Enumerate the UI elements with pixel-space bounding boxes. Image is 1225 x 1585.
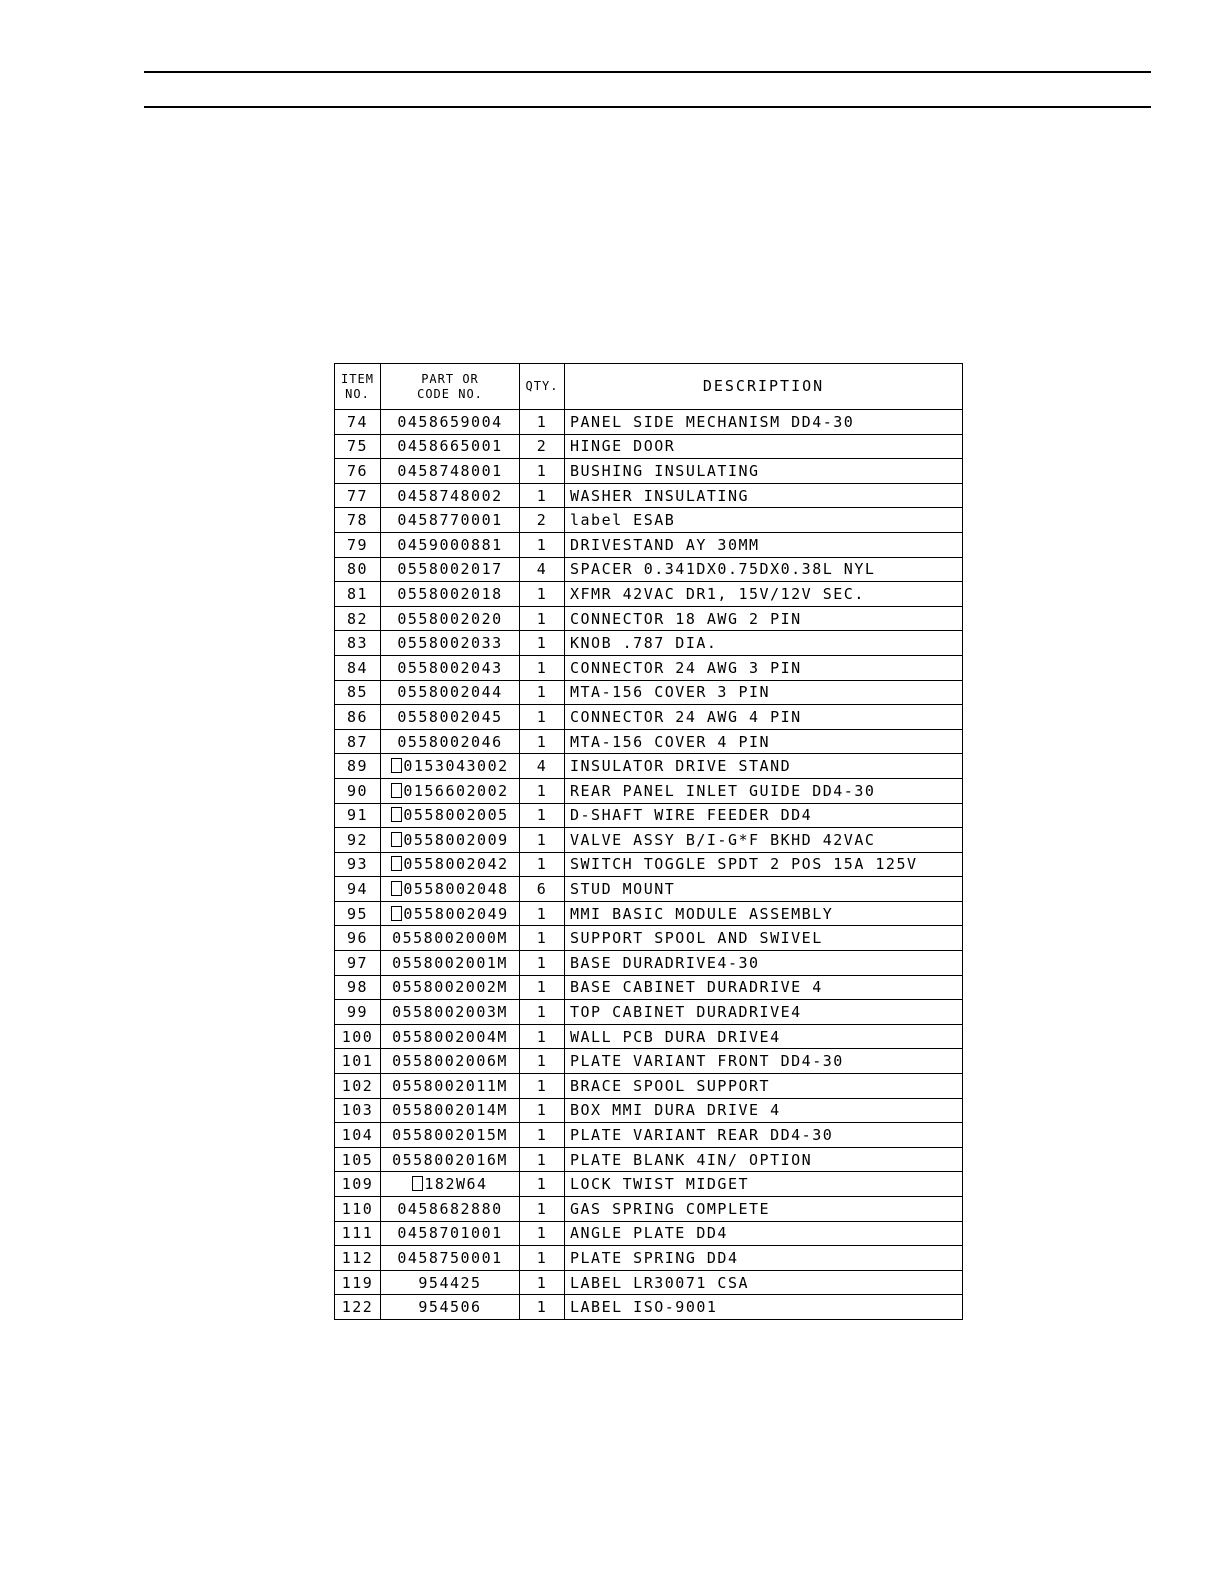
item-number: 78 xyxy=(335,508,381,533)
quantity: 1 xyxy=(520,1098,565,1123)
quantity: 1 xyxy=(520,1295,565,1320)
quantity: 1 xyxy=(520,410,565,435)
part-number: 954506 xyxy=(418,1298,482,1317)
quantity: 1 xyxy=(520,532,565,557)
part-number: 0558002001M xyxy=(392,953,508,972)
quantity: 1 xyxy=(520,951,565,976)
description: GAS SPRING COMPLETE xyxy=(565,1197,963,1222)
quantity: 1 xyxy=(520,975,565,1000)
table-row xyxy=(335,877,963,902)
part-number: 0458701001 xyxy=(397,1224,503,1243)
quantity: 1 xyxy=(520,828,565,853)
part-number-cell xyxy=(381,1270,520,1295)
description: label ESAB xyxy=(565,508,963,533)
part-number: 0558002002M xyxy=(392,978,508,997)
part-number: 0458665001 xyxy=(397,437,503,456)
description: PLATE BLANK 4IN/ OPTION xyxy=(565,1147,963,1172)
table-row xyxy=(335,778,963,803)
table-row xyxy=(335,1295,963,1320)
item-number: 100 xyxy=(335,1024,381,1049)
part-number: 0558002005 xyxy=(403,806,509,825)
part-number: 0459000881 xyxy=(397,535,503,554)
quantity: 1 xyxy=(520,901,565,926)
table-row xyxy=(335,434,963,459)
header-qty: QTY. xyxy=(520,364,565,410)
part-number: 0558002016M xyxy=(392,1150,508,1169)
table-row xyxy=(335,1270,963,1295)
table-row xyxy=(335,803,963,828)
description: CONNECTOR 24 AWG 4 PIN xyxy=(565,705,963,730)
part-number-cell xyxy=(381,410,520,435)
quantity: 1 xyxy=(520,1024,565,1049)
table-header-row xyxy=(335,364,963,410)
part-number-cell xyxy=(381,1024,520,1049)
part-number-cell xyxy=(381,1221,520,1246)
table-row xyxy=(335,705,963,730)
part-number: 0558002044 xyxy=(397,683,503,702)
description: INSULATOR DRIVE STAND xyxy=(565,754,963,779)
table-row xyxy=(335,606,963,631)
part-number-cell xyxy=(381,606,520,631)
item-number: 86 xyxy=(335,705,381,730)
quantity: 1 xyxy=(520,926,565,951)
part-number: 0156602002 xyxy=(403,781,509,800)
quantity: 1 xyxy=(520,582,565,607)
description: STUD MOUNT xyxy=(565,877,963,902)
part-number-cell xyxy=(381,582,520,607)
part-number-cell xyxy=(381,951,520,976)
part-number-cell xyxy=(381,508,520,533)
table-row xyxy=(335,1197,963,1222)
description: LABEL ISO-9001 xyxy=(565,1295,963,1320)
table-row xyxy=(335,532,963,557)
part-number-cell xyxy=(381,1049,520,1074)
part-number-cell xyxy=(381,434,520,459)
box-marker-icon xyxy=(391,881,402,896)
box-marker-icon xyxy=(391,906,402,921)
description: PLATE SPRING DD4 xyxy=(565,1246,963,1271)
description: XFMR 42VAC DR1, 15V/12V SEC. xyxy=(565,582,963,607)
part-number-cell xyxy=(381,557,520,582)
item-number: 90 xyxy=(335,778,381,803)
part-number-cell xyxy=(381,778,520,803)
item-number: 96 xyxy=(335,926,381,951)
item-number: 105 xyxy=(335,1147,381,1172)
description: LOCK TWIST MIDGET xyxy=(565,1172,963,1197)
item-number: 94 xyxy=(335,877,381,902)
item-number: 112 xyxy=(335,1246,381,1271)
item-number: 104 xyxy=(335,1123,381,1148)
part-number: 0558002004M xyxy=(392,1027,508,1046)
quantity: 1 xyxy=(520,1221,565,1246)
part-number: 0558002015M xyxy=(392,1126,508,1145)
item-number: 87 xyxy=(335,729,381,754)
top-rule xyxy=(144,71,1151,73)
header-description: DESCRIPTION xyxy=(565,364,963,410)
header-item-no: ITEM NO. xyxy=(335,364,381,410)
description: MMI BASIC MODULE ASSEMBLY xyxy=(565,901,963,926)
description: WALL PCB DURA DRIVE4 xyxy=(565,1024,963,1049)
item-number: 79 xyxy=(335,532,381,557)
quantity: 1 xyxy=(520,1000,565,1025)
table-row xyxy=(335,951,963,976)
description: PANEL SIDE MECHANISM DD4-30 xyxy=(565,410,963,435)
table-row xyxy=(335,1074,963,1099)
table-row xyxy=(335,1024,963,1049)
part-number-cell xyxy=(381,1074,520,1099)
header-rule xyxy=(144,106,1151,108)
part-number-cell xyxy=(381,1172,520,1197)
box-marker-icon xyxy=(391,783,402,798)
part-number-cell xyxy=(381,631,520,656)
description: KNOB .787 DIA. xyxy=(565,631,963,656)
description: BRACE SPOOL SUPPORT xyxy=(565,1074,963,1099)
quantity: 1 xyxy=(520,606,565,631)
description: CONNECTOR 24 AWG 3 PIN xyxy=(565,655,963,680)
part-number-cell xyxy=(381,1147,520,1172)
quantity: 1 xyxy=(520,729,565,754)
item-number: 119 xyxy=(335,1270,381,1295)
box-marker-icon xyxy=(391,832,402,847)
table-row xyxy=(335,1147,963,1172)
item-number: 102 xyxy=(335,1074,381,1099)
part-number: 0558002045 xyxy=(397,707,503,726)
description: SPACER 0.341DX0.75DX0.38L NYL xyxy=(565,557,963,582)
table-row xyxy=(335,582,963,607)
description: SWITCH TOGGLE SPDT 2 POS 15A 125V xyxy=(565,852,963,877)
part-number-cell xyxy=(381,852,520,877)
part-number: 0558002020 xyxy=(397,609,503,628)
table-row xyxy=(335,754,963,779)
quantity: 2 xyxy=(520,434,565,459)
part-number: 0558002003M xyxy=(392,1003,508,1022)
description: PLATE VARIANT FRONT DD4-30 xyxy=(565,1049,963,1074)
item-number: 97 xyxy=(335,951,381,976)
description: BUSHING INSULATING xyxy=(565,459,963,484)
part-number: 954425 xyxy=(418,1273,482,1292)
item-number: 93 xyxy=(335,852,381,877)
part-number: 0558002043 xyxy=(397,658,503,677)
item-number: 74 xyxy=(335,410,381,435)
part-number-cell xyxy=(381,1295,520,1320)
quantity: 2 xyxy=(520,508,565,533)
description: LABEL LR30071 CSA xyxy=(565,1270,963,1295)
table-row xyxy=(335,1172,963,1197)
table-row xyxy=(335,1098,963,1123)
part-number-cell xyxy=(381,1197,520,1222)
item-number: 76 xyxy=(335,459,381,484)
quantity: 1 xyxy=(520,1172,565,1197)
description: MTA-156 COVER 3 PIN xyxy=(565,680,963,705)
part-number: 0558002033 xyxy=(397,634,503,653)
part-number-cell xyxy=(381,926,520,951)
description: BASE DURADRIVE4-30 xyxy=(565,951,963,976)
part-number-cell xyxy=(381,975,520,1000)
part-number-cell xyxy=(381,754,520,779)
table-row xyxy=(335,1123,963,1148)
table-row xyxy=(335,410,963,435)
part-number: 0558002014M xyxy=(392,1101,508,1120)
item-number: 101 xyxy=(335,1049,381,1074)
part-number: 0558002042 xyxy=(403,855,509,874)
quantity: 1 xyxy=(520,705,565,730)
item-number: 83 xyxy=(335,631,381,656)
description: BASE CABINET DURADRIVE 4 xyxy=(565,975,963,1000)
box-marker-icon xyxy=(412,1176,423,1191)
table-row xyxy=(335,459,963,484)
quantity: 1 xyxy=(520,459,565,484)
quantity: 1 xyxy=(520,1074,565,1099)
quantity: 1 xyxy=(520,631,565,656)
item-number: 77 xyxy=(335,483,381,508)
part-number: 0458750001 xyxy=(397,1248,503,1267)
quantity: 1 xyxy=(520,1197,565,1222)
description: D-SHAFT WIRE FEEDER DD4 xyxy=(565,803,963,828)
part-number: 182W64 xyxy=(424,1175,488,1194)
part-number: 0558002018 xyxy=(397,584,503,603)
item-number: 99 xyxy=(335,1000,381,1025)
item-number: 80 xyxy=(335,557,381,582)
item-number: 75 xyxy=(335,434,381,459)
description: REAR PANEL INLET GUIDE DD4-30 xyxy=(565,778,963,803)
part-number: 0153043002 xyxy=(403,757,509,776)
description: TOP CABINET DURADRIVE4 xyxy=(565,1000,963,1025)
part-number: 0558002046 xyxy=(397,732,503,751)
box-marker-icon xyxy=(391,758,402,773)
part-number-cell xyxy=(381,1123,520,1148)
quantity: 1 xyxy=(520,1270,565,1295)
part-number-cell xyxy=(381,1098,520,1123)
quantity: 6 xyxy=(520,877,565,902)
item-number: 91 xyxy=(335,803,381,828)
table-row xyxy=(335,680,963,705)
item-number: 98 xyxy=(335,975,381,1000)
description: HINGE DOOR xyxy=(565,434,963,459)
table-row xyxy=(335,975,963,1000)
quantity: 4 xyxy=(520,557,565,582)
item-number: 110 xyxy=(335,1197,381,1222)
table-row xyxy=(335,1000,963,1025)
part-number: 0558002006M xyxy=(392,1052,508,1071)
description: SUPPORT SPOOL AND SWIVEL xyxy=(565,926,963,951)
part-number-cell xyxy=(381,655,520,680)
table-row xyxy=(335,729,963,754)
box-marker-icon xyxy=(391,856,402,871)
table-row xyxy=(335,655,963,680)
description: CONNECTOR 18 AWG 2 PIN xyxy=(565,606,963,631)
part-number-cell xyxy=(381,459,520,484)
table-row xyxy=(335,557,963,582)
part-number: 0458748001 xyxy=(397,461,503,480)
part-number: 0558002049 xyxy=(403,904,509,923)
quantity: 1 xyxy=(520,803,565,828)
description: PLATE VARIANT REAR DD4-30 xyxy=(565,1123,963,1148)
part-number-cell xyxy=(381,680,520,705)
box-marker-icon xyxy=(391,807,402,822)
part-number-cell xyxy=(381,483,520,508)
item-number: 82 xyxy=(335,606,381,631)
part-number-cell xyxy=(381,705,520,730)
description: VALVE ASSY B/I-G*F BKHD 42VAC xyxy=(565,828,963,853)
part-number-cell xyxy=(381,729,520,754)
description: BOX MMI DURA DRIVE 4 xyxy=(565,1098,963,1123)
item-number: 95 xyxy=(335,901,381,926)
table-row xyxy=(335,828,963,853)
description: ANGLE PLATE DD4 xyxy=(565,1221,963,1246)
part-number-cell xyxy=(381,828,520,853)
part-number-cell xyxy=(381,532,520,557)
part-number: 0458659004 xyxy=(397,412,503,431)
parts-table-body xyxy=(335,410,963,1320)
description: MTA-156 COVER 4 PIN xyxy=(565,729,963,754)
item-number: 81 xyxy=(335,582,381,607)
part-number: 0458682880 xyxy=(397,1199,503,1218)
table-row xyxy=(335,901,963,926)
part-number-cell xyxy=(381,1000,520,1025)
quantity: 1 xyxy=(520,1123,565,1148)
item-number: 85 xyxy=(335,680,381,705)
item-number: 84 xyxy=(335,655,381,680)
table-row xyxy=(335,631,963,656)
part-number-cell xyxy=(381,877,520,902)
part-number: 0558002009 xyxy=(403,830,509,849)
part-number: 0558002048 xyxy=(403,880,509,899)
header-part-no: PART OR CODE NO. xyxy=(381,364,520,410)
part-number: 0458748002 xyxy=(397,486,503,505)
part-number: 0558002000M xyxy=(392,929,508,948)
part-number: 0558002011M xyxy=(392,1076,508,1095)
item-number: 103 xyxy=(335,1098,381,1123)
table-row xyxy=(335,1246,963,1271)
item-number: 109 xyxy=(335,1172,381,1197)
table-row xyxy=(335,926,963,951)
item-number: 92 xyxy=(335,828,381,853)
item-number: 89 xyxy=(335,754,381,779)
part-number: 0558002017 xyxy=(397,560,503,579)
table-row xyxy=(335,483,963,508)
quantity: 1 xyxy=(520,680,565,705)
quantity: 1 xyxy=(520,1147,565,1172)
part-number-cell xyxy=(381,803,520,828)
table-row xyxy=(335,1221,963,1246)
parts-list-table xyxy=(334,363,963,1320)
part-number-cell xyxy=(381,1246,520,1271)
item-number: 111 xyxy=(335,1221,381,1246)
quantity: 1 xyxy=(520,1246,565,1271)
quantity: 1 xyxy=(520,778,565,803)
table-row xyxy=(335,852,963,877)
quantity: 1 xyxy=(520,852,565,877)
quantity: 1 xyxy=(520,655,565,680)
quantity: 1 xyxy=(520,1049,565,1074)
description: WASHER INSULATING xyxy=(565,483,963,508)
quantity: 4 xyxy=(520,754,565,779)
item-number: 122 xyxy=(335,1295,381,1320)
quantity: 1 xyxy=(520,483,565,508)
part-number-cell xyxy=(381,901,520,926)
description: DRIVESTAND AY 30MM xyxy=(565,532,963,557)
part-number: 0458770001 xyxy=(397,511,503,530)
table-row xyxy=(335,1049,963,1074)
table-row xyxy=(335,508,963,533)
